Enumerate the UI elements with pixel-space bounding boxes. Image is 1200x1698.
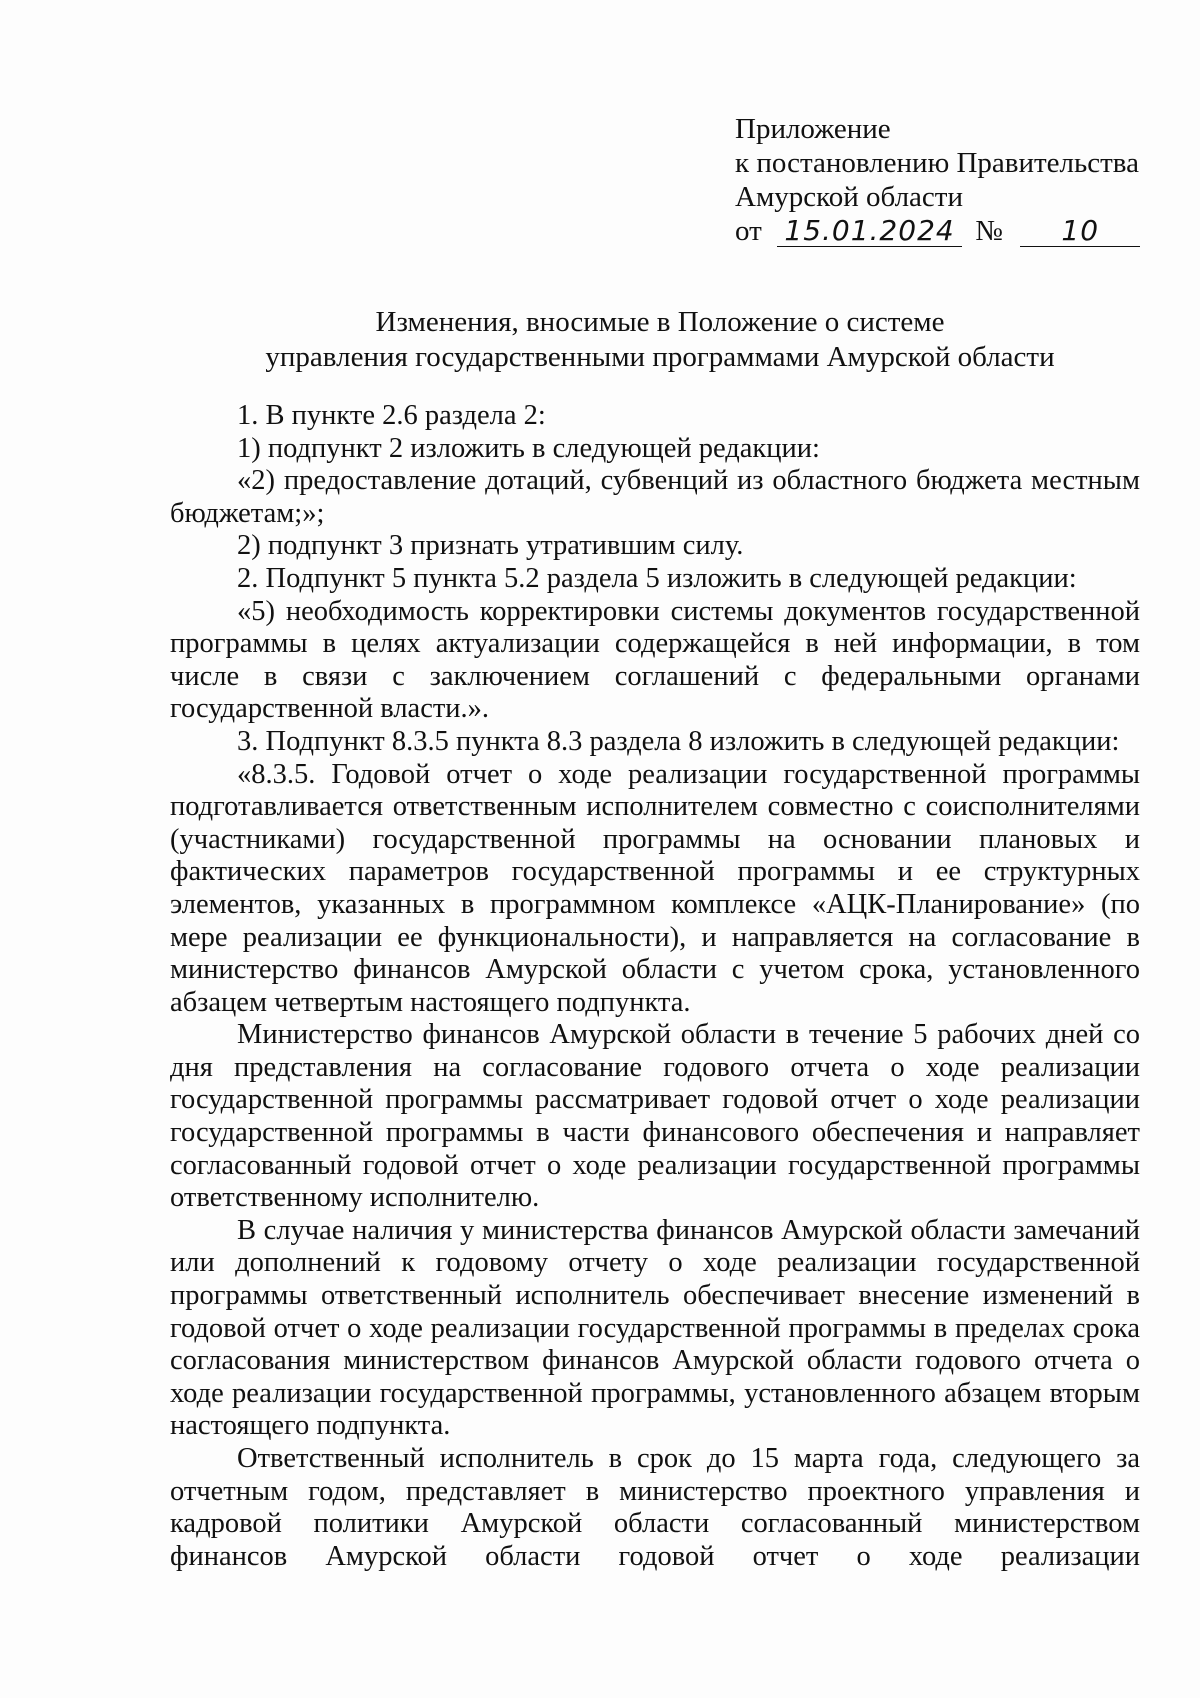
handwritten-date: 15.01.2024 <box>777 216 962 247</box>
document-title <box>160 305 1160 375</box>
paragraph: 2. Подпункт 5 пункта 5.2 раздела 5 изложить в следующей редакции: <box>237 562 1077 594</box>
paragraph: «5) необходимость корректировки системы документов государственной программы в целях актуализации содержащейся в ней информации, в том числе в связи с заключением соглашений с федеральными органами государственной власти.». <box>170 595 1140 725</box>
date-prefix: от <box>735 215 762 247</box>
title-line-2: управления государственными программами Амурской области <box>265 341 1055 373</box>
paragraph: 1. В пункте 2.6 раздела 2: <box>237 400 546 431</box>
paragraph: «8.3.5. Годовой отчет о ходе реализации государственной программы подготавливается ответственным исполнителем совместно с соисполнителями (участниками) государственной программы на основании плановых и фактических параметров государственной программы и ее структурных элементов, указанных в программном комплексе «АЦК-Планирование» (по мере реализации ее функциональности), и направляется на согласование в министерство финансов Амурской области с учетом срока, установленного абзацем четвертым настоящего подпункта. <box>170 758 1140 1018</box>
paragraph: 3. Подпункт 8.3.5 пункта 8.3 раздела 8 изложить в следующей редакции: <box>237 725 1120 757</box>
appendix-region: Амурской области <box>735 181 963 213</box>
paragraph: Ответственный исполнитель в срок до 15 марта года, следующего за отчетным годом, представляет в министерство проектного управления и кадровой политики Амурской области согласованный министерством финансов Амурской области годовой отчет о ходе реализации <box>170 1443 1140 1572</box>
paragraph: «2) предоставление дотаций, субвенций из областного бюджета местным бюджетам;»; <box>170 465 1140 529</box>
paragraph: В случае наличия у министерства финансов Амурской области замечаний или дополнений к годовому отчету о ходе реализации государственной программы ответственный исполнитель обеспечивает внесение изменений в годовой отчет о ходе реализации государственной программы в пределах срока согласования министерством финансов Амурской области годового отчета о ходе реализации государственной программы, установленного абзацем вторым настоящего подпункта. <box>170 1214 1140 1442</box>
appendix-header <box>735 112 1155 248</box>
document-body <box>170 400 1140 1573</box>
appendix-label: Приложение <box>735 113 891 145</box>
handwritten-number: 10 <box>1020 216 1140 247</box>
paragraph: Министерство финансов Амурской области в течение 5 рабочих дней со дня представления на согласование годового отчета о ходе реализации государственной программы рассматривает годовой отчет о ходе реализации государственной программы в части финансового обеспечения и направляет согласованный годовой отчет о ходе реализации государственной программы ответственному исполнителю. <box>170 1019 1140 1214</box>
appendix-resolution-ref: к постановлению Правительства <box>735 147 1139 179</box>
paragraph: 2) подпункт 3 признать утратившим силу. <box>237 530 744 562</box>
title-line-1: Изменения, вносимые в Положение о системе <box>375 306 945 338</box>
appendix-date-number-line <box>735 214 1155 248</box>
paragraph: 1) подпункт 2 изложить в следующей редакции: <box>237 432 820 464</box>
number-sign: № <box>975 215 1003 247</box>
